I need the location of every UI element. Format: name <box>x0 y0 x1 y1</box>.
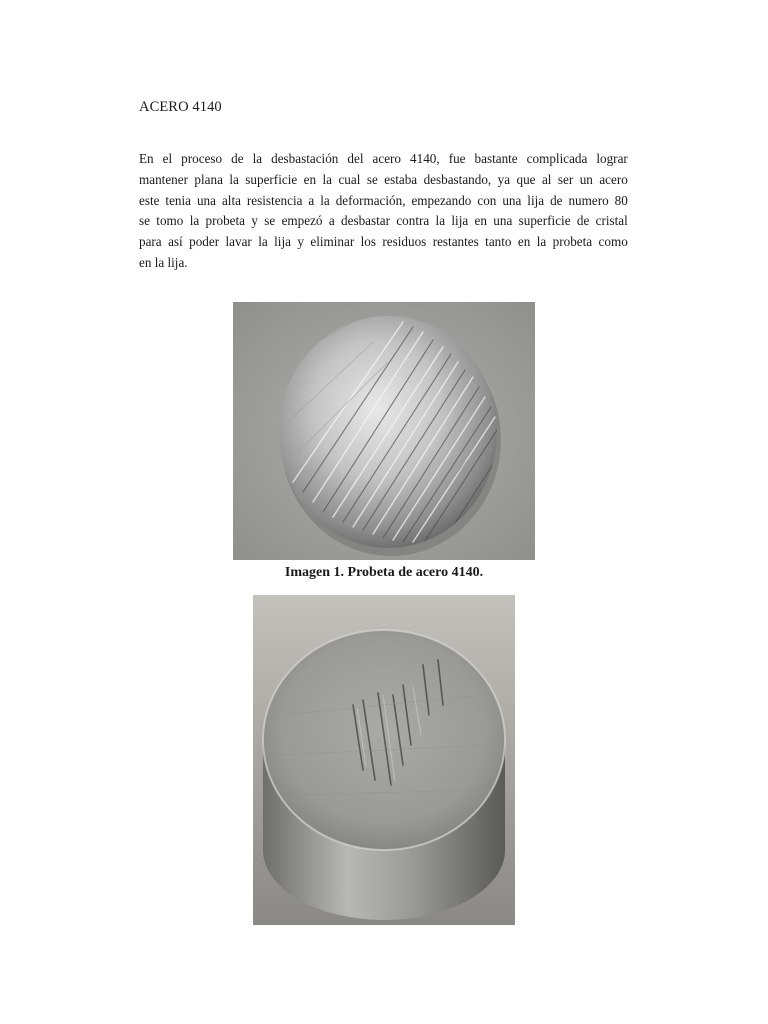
section-heading: ACERO 4140 <box>139 99 222 115</box>
body-paragraph <box>139 150 628 275</box>
specimen-photo-1 <box>233 302 535 560</box>
figure-caption: Imagen 1. Probeta de acero 4140. <box>284 565 484 580</box>
paragraph-line: en la lija. <box>139 255 188 271</box>
paragraph-line: En el proceso de la desbastación del acero 4140, fue bastante complicada lograr <box>139 152 628 167</box>
paragraph-line: mantener plana la superficie en la cual se estaba desbastando, ya que al ser un acero <box>139 172 628 188</box>
paragraph-line: para así poder lavar la lija y eliminar los residuos restantes tanto en la probeta como <box>139 235 628 251</box>
paragraph-line: se tomo la probeta y se empezó a desbastar contra la lija en una superficie de cristal <box>139 214 628 230</box>
paragraph-line: este tenia una alta resistencia a la deformación, empezando con una lija de numero 80 <box>139 193 628 209</box>
specimen-photo-2 <box>253 595 515 925</box>
